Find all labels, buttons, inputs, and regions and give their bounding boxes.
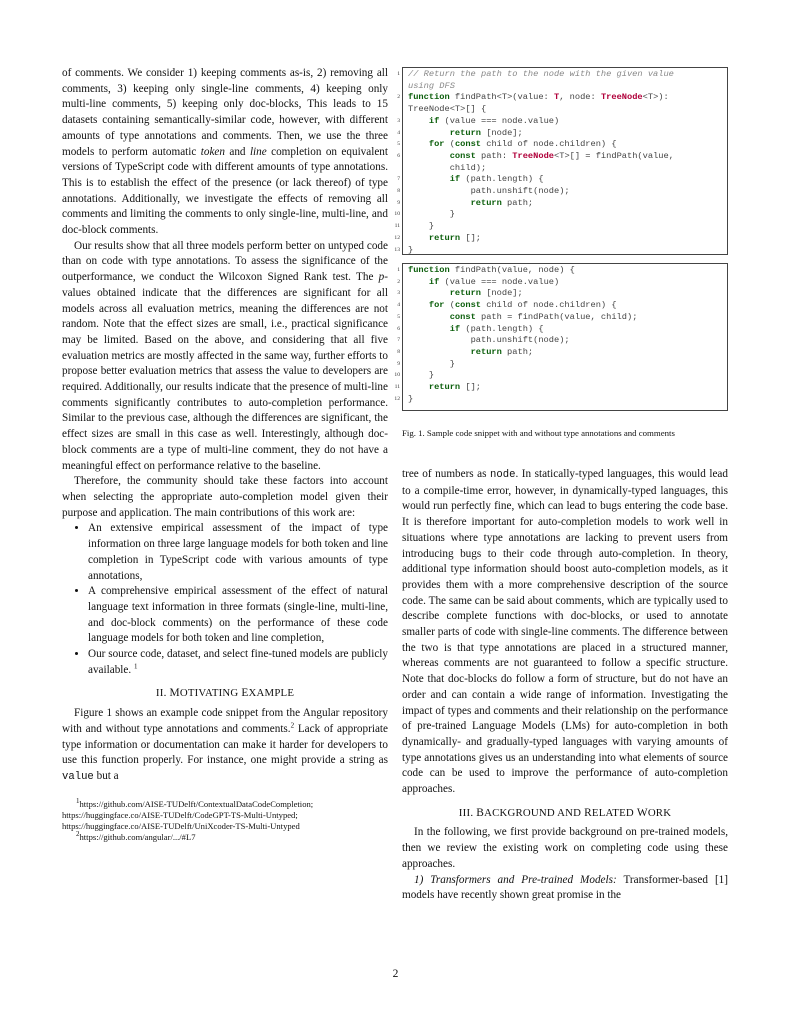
- right-column: [402, 467, 728, 904]
- code-line: TreeNode<T>[] {: [408, 104, 487, 115]
- footnote: $^1$https://github.com/AISE-TUDelft/ContextualDataCodeCompletion;: [76, 796, 314, 809]
- footnote: https://huggingface.co/AISE-TUDelft/UniXcoder-TS-Multi-Untyped: [62, 821, 300, 832]
- code-line: 2 function findPath<T>(value: T, node: TreeNode<T>):: [397, 92, 669, 103]
- list-item: • Our source code, dataset, and select fine-tuned models are publicly available. $^1$: [88, 647, 388, 678]
- code-line: 6 if (path.length) {: [397, 323, 544, 334]
- code-line: 1 // Return the path to the node with the given value: [397, 69, 674, 79]
- list-item: • A comprehensive empirical assessment of the effect of natural language text information in three formats (single-line, multi-line, and doc-block comments) on the performance of these code language models for both token and line completion,: [88, 584, 388, 647]
- code-line: 5 for (const child of node.children) {: [397, 139, 617, 150]
- footnote-marker: 1: [133, 661, 138, 670]
- code-line: 13 }: [394, 244, 414, 255]
- code-snippet-untyped: [394, 263, 728, 411]
- code-snippet-typed: [394, 67, 728, 255]
- code-line: 4 for (const child of node.children) {: [397, 300, 617, 311]
- footnotes: [62, 796, 388, 844]
- contributions-list: [62, 521, 388, 678]
- code-line: 12 }: [394, 393, 414, 404]
- figure-caption: Fig. 1. Sample code snippet with and without type annotations and comments: [402, 428, 675, 438]
- footnote: $^2$https://github.com/angular/.../#L7: [76, 830, 196, 843]
- section-heading: III. BACKGROUND AND RELATED WORK: [458, 806, 672, 819]
- code-line: 6 const path: TreeNode<T>[] = findPath(value,: [397, 150, 674, 161]
- code-line: child);: [449, 162, 487, 173]
- code-line: 7 path.unshift(node);: [397, 335, 570, 346]
- left-column: [62, 66, 388, 843]
- code-line: 2 if (value === node.value): [397, 276, 560, 287]
- code-line: using DFS: [408, 80, 455, 91]
- code-line: 11 }: [394, 221, 435, 232]
- code-line: 11 return [];: [394, 382, 481, 393]
- paragraph: Figure 1 shows an example code snippet from the Angular repository with and without type annotations and comments.$^2$ Lack of appropriate type information or documentation can make it harder for developers to use this function properly. For instance, one might provide a string as value but a: [62, 707, 388, 783]
- paragraph: 1) Transformers and Pre-trained Models: Transformer-based [1] models have recently shown great promise in the: [402, 873, 728, 902]
- paragraph: In the following, we first provide background on pre-trained models, then we review the existing work on completing code using these approaches.: [402, 826, 728, 870]
- code-line: 7 if (path.length) {: [397, 174, 544, 185]
- paragraph: of comments. We consider 1) keeping comments as-is, 2) removing all comments, 3) keeping only single-line comments, 4) keeping only multi-line comments, 5) keeping only doc-blocks, This leads to 15 datasets containing semantically-similar code, however, with different amounts of type annotations and comments. Then, we use the three models to perform automatic token and line completion on equivalent versions of TypeScript code with different amounts of type annotations. This is to establish the effect of the presence (or lack thereof) of type annotations. Additionally, we investigate the effects of removing all comments and limiting the comments to only single-line, multi-line, and doc-block comments.: [62, 67, 389, 237]
- page-number: 2: [392, 968, 399, 980]
- code-line: 4 return [node];: [397, 127, 523, 138]
- section-heading: II. MOTIVATING EXAMPLE: [155, 687, 295, 700]
- footnote-marker: 2: [290, 721, 295, 730]
- list-item: • An extensive empirical assessment of the impact of type information on three large language models for both token and line completion in TypeScript code with various amounts of type annotations,: [88, 521, 388, 584]
- paragraph: tree of numbers as node. In statically-typed languages, this would lead to a compile-time error, however, in dynamically-typed languages, this would run perfectly fine, which can lead to bugs entering the code base. It is therefore important for auto-completion models to work well in situations where type annotations are lacking to prevent users from introducing bugs to their code through auto-completion. In theory, additional type information should boost auto-completion models, as it provides them with a more comprehensive description of the source code. The same can be said about comments, which are typically used to describe complete functions with doc-blocks, or used to annotate smaller parts of code with single-line comments. The difference between the two is that type annotations are placed in a structured manner, whereas comments are not guaranteed to follow a specific structure. Note that doc-blocks do follow a form of structure, but do not have an order and can contain a wide range of information. Investigating the impact of types and comments and their relationship on the performance of pre-trained Language Models (LMs) for auto-completion in both dynamically- and gradually-typed languages with varying amounts of type annotations gives us an understanding into what elements of source code can be used to improve the performance of auto-completion approaches.: [402, 468, 728, 796]
- code-line: 10 }: [394, 209, 455, 220]
- code-line: 8 return path;: [397, 346, 534, 357]
- code-line: 3 return [node];: [397, 288, 523, 299]
- paragraph: Our results show that all three models perform better on untyped code than on code with type annotations. To assess the significance of the outperformance, we conduct the Wilcoxon Signed Rank test. The p-values obtained indicate that the differences are significant for all models across all evaluation metrics, meaning the differences are not random. Note that the effect sizes are small, i.e., practical significance may be limited. Based on the above, and considering that all five evaluation metrics are mostly affected in the same way, further efforts to propose better evaluation metrics that assess the value to developers are required. Additionally, our results indicate that the presence of multi-line comments significantly contributes to auto-completion performance. Similar to the previous case, although the differences are significant, the effect sizes are small in this case as well. Interestingly, although doc-block comments are a type of multi-line comment, they do not have a meaningful effect on performance relative to the baseline.: [62, 239, 388, 472]
- paragraph: Therefore, the community should take these factors into account when selecting the appropriate auto-completion model given their purpose and application. The main contributions of this work are:: [62, 475, 388, 519]
- footnote: https://huggingface.co/AISE-TUDelft/CodeGPT-TS-Multi-Untyped;: [62, 809, 298, 820]
- code-line: 8 path.unshift(node);: [397, 186, 570, 197]
- code-line: 5 const path = findPath(value, child);: [397, 311, 638, 322]
- code-line: 1 function findPath(value, node) {: [397, 265, 575, 275]
- code-line: 9 return path;: [397, 197, 534, 208]
- code-line: 10 }: [394, 370, 435, 381]
- code-line: 3 if (value === node.value): [397, 115, 560, 126]
- code-line: 12 return [];: [394, 232, 481, 243]
- code-line: 9 }: [397, 358, 455, 369]
